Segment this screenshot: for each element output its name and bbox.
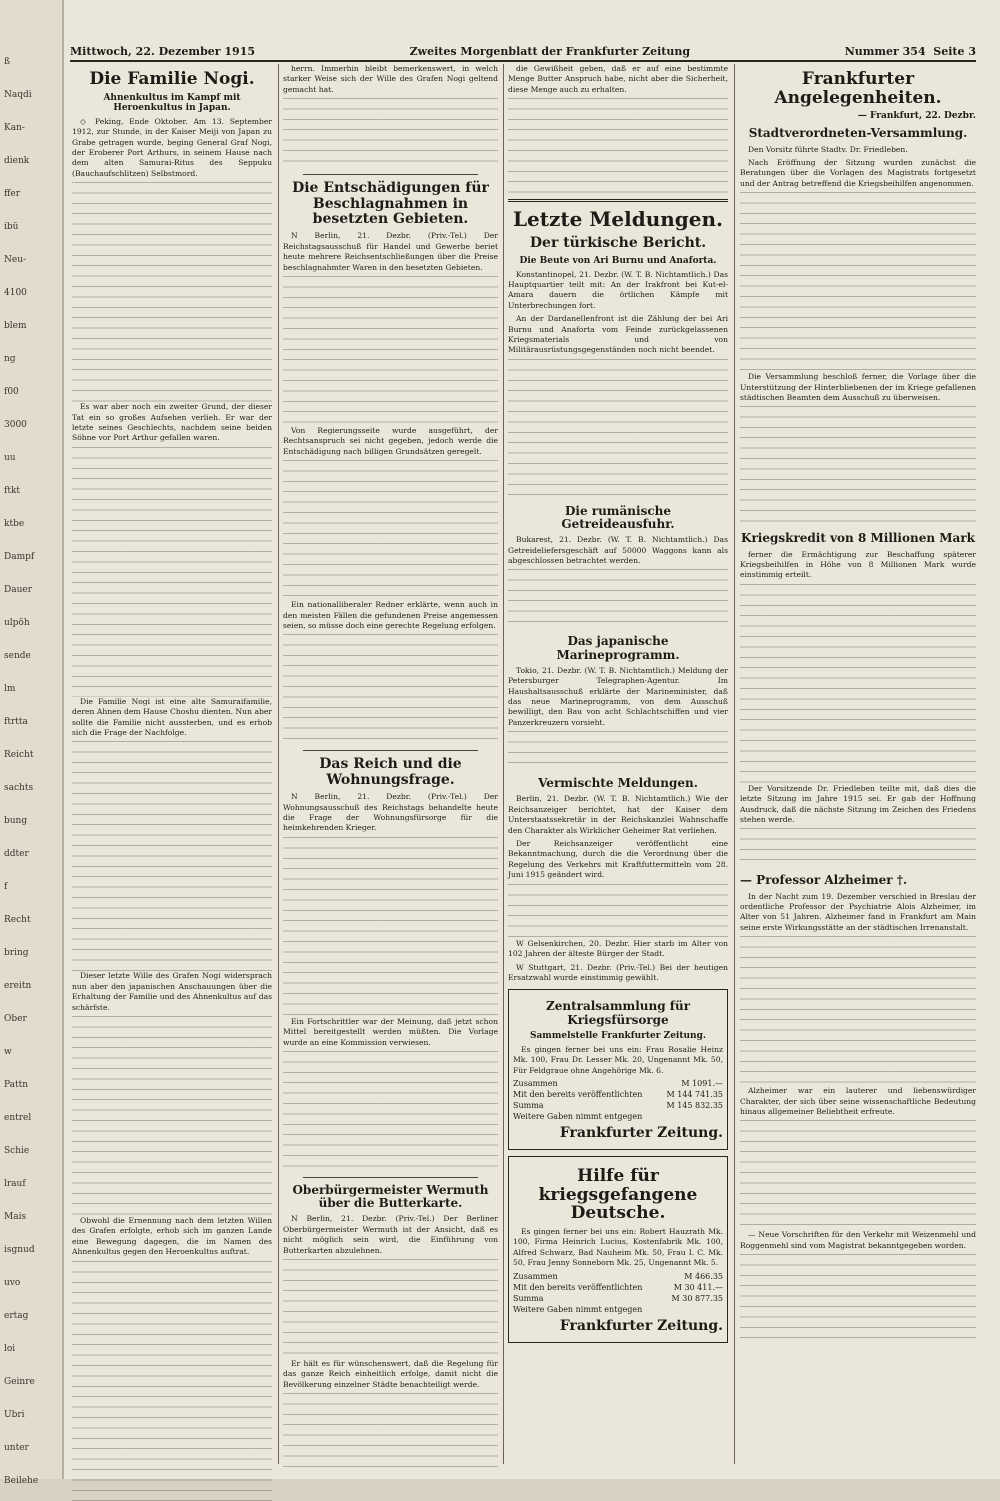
article-paragraph: herrn. Immerhin bleibt bemerkenswert, in welch starker Weise sich der Wille des Grafen Nogi geltend gemacht hat. xyxy=(283,64,498,94)
margin-fragment: Geinre xyxy=(4,1377,35,1387)
column-2 xyxy=(283,64,498,1464)
column-rule xyxy=(503,64,504,1464)
margin-fragment: ng xyxy=(4,354,16,364)
article-paragraph: Es war aber noch ein zweiter Grund, der dieser Tat ein so großes Aufsehen verlieh. Er war der letzte seines Geschlechts, nachdem seine beiden Söhne vor Port Arthur gefallen waren. xyxy=(72,402,272,443)
sum-value: M 145 832.35 xyxy=(666,1100,723,1110)
sum-label: Mit den bereits veröffentlichten xyxy=(513,1282,643,1292)
article-paragraph: N Berlin, 21. Dezbr. (Priv.-Tel.) Der Berliner Oberbürgermeister Wermuth ist der Ansicht, daß es nicht möglich sein wird, die Einführung von Butterkarten abzulehnen. xyxy=(283,1214,498,1255)
margin-fragment: isgnud xyxy=(4,1245,35,1255)
sum-row xyxy=(513,1272,723,1281)
note-row xyxy=(513,1305,723,1314)
article-title-wermuth-butterkarte: Oberbürgermeister Wermuth über die Butterkarte. xyxy=(292,1183,489,1211)
text-lines-block xyxy=(740,828,976,868)
sum-label: Summa xyxy=(513,1100,544,1110)
text-lines-block xyxy=(508,731,728,771)
margin-fragment: f00 xyxy=(4,387,19,397)
left-page-margin-strip xyxy=(0,0,64,1486)
text-lines-block xyxy=(508,359,728,499)
margin-fragment: dienk xyxy=(4,156,30,166)
article-title-kriegskredit: Kriegskredit von 8 Millionen Mark xyxy=(741,531,975,546)
article-paragraph: Die Versammlung beschloß ferner, die Vorlage über die Unterstützung der Hinterbliebenen der im Kriege gefallenen städtischen Beamten dem Ausschuß zu überweisen. xyxy=(740,372,976,402)
margin-fragment: ktbe xyxy=(4,519,25,529)
margin-fragment: lrauf xyxy=(4,1179,26,1189)
margin-fragment: ddter xyxy=(4,849,29,859)
sum-label: Zusammen xyxy=(513,1078,558,1088)
article-paragraph: die Gewißheit geben, daß er auf eine bestimmte Menge Butter Anspruch habe, nicht aber die Sicherheit, diese Menge auch zu erhalten. xyxy=(508,64,728,94)
article-paragraph: Den Vorsitz führte Stadtv. Dr. Friedleben. xyxy=(748,144,908,154)
text-lines-block xyxy=(508,569,728,629)
margin-fragment: uvo xyxy=(4,1278,21,1288)
box-note: Weitere Gaben nimmt entgegen xyxy=(513,1304,643,1314)
article-title-entschaedigungen: Die Entschädigungen für Beschlagnahmen in besetzten Gebieten. xyxy=(292,180,489,227)
text-lines-block xyxy=(72,447,272,697)
margin-fragment: Recht xyxy=(4,915,31,925)
text-lines-block xyxy=(740,406,976,526)
sum-row xyxy=(513,1079,723,1088)
text-lines-block xyxy=(508,98,728,193)
box-text: Es gingen ferner bei uns ein: Robert Hauzrath Mk. 100, Firma Heinrich Lucius, Kostenfabrik Mk. 100, Alfred Schwarz, Bad Nauheim Mk. 50, Frau I. C. Mk. 50, Frau Jenny Sonneborn Mk. 25, Ungenannt Mk. 5. xyxy=(513,1226,723,1268)
note-row xyxy=(513,1112,723,1121)
column-1 xyxy=(72,64,272,1464)
article-title-vermischte-meldungen: Vermischte Meldungen. xyxy=(538,776,698,791)
column-4 xyxy=(740,64,976,1464)
article-title-japanisches-marineprogramm: Das japanische Marineprogramm. xyxy=(556,634,680,662)
text-lines-block xyxy=(283,276,498,426)
margin-fragment: uu xyxy=(4,453,16,463)
article-title-stadtverordneten: Stadtverordneten-Versammlung. xyxy=(748,126,968,141)
text-lines-block xyxy=(283,634,498,744)
masthead-date: Mittwoch, 22. Dezember 1915 xyxy=(70,45,255,58)
article-title-wohnungsfrage: Das Reich und die Wohnungsfrage. xyxy=(319,756,462,788)
masthead-number-page xyxy=(845,45,976,60)
box-title: Hilfe für kriegsgefangene Deutsche. xyxy=(538,1165,698,1224)
article-paragraph: N Berlin, 21. Dezbr. (Priv.-Tel.) Der Wohnungsausschuß des Reichstags behandelte heute die Frage der Wohnungsfürsorge für die heimkehrenden Krieger. xyxy=(283,792,498,833)
donation-box-kriegsfuersorge xyxy=(508,989,728,1150)
section-divider xyxy=(303,750,478,751)
margin-fragment: blem xyxy=(4,321,27,331)
article-paragraph: ferner die Ermächtigung zur Beschaffung späterer Kriegsbeihilfen in Höhe von 8 Millionen Mark wurde einstimmig erteilt. xyxy=(740,549,976,580)
section-divider xyxy=(303,1177,478,1178)
article-paragraph: Obwohl die Ernennung nach dem letzten Willen des Grafen erfolgte, erhob sich im ganzen Lande eine Bewegung dagegen, die im Namen des Ahnenkultus gegen den Heroenkultus auftrat. xyxy=(72,1216,272,1257)
margin-fragment: sachts xyxy=(4,783,34,793)
margin-fragment: ftrtta xyxy=(4,717,28,727)
margin-fragment: Dampf xyxy=(4,552,35,562)
margin-fragment: lm xyxy=(4,684,16,694)
margin-fragment: Pattn xyxy=(4,1080,29,1090)
sum-label: Summa xyxy=(513,1293,544,1303)
margin-fragment: 3000 xyxy=(4,420,27,430)
sum-value: M 144 741.35 xyxy=(666,1089,723,1099)
section-title-frankfurter-angelegenheiten: Frankfurter Angelegenheiten. xyxy=(774,69,942,108)
margin-fragment: Ubri xyxy=(4,1410,25,1420)
article-paragraph: An der Dardanellenfront ist die Zählung der bei Ari Burnu und Anaforta vom Feinde zurückgelassenen Kriegsmaterials und von Militärausrüstungsgegenständen noch nicht beendet. xyxy=(508,314,728,355)
text-lines-block xyxy=(283,1393,498,1473)
section-title-letzte-meldungen: Letzte Meldungen. xyxy=(512,207,724,232)
article-paragraph: W Gelsenkirchen, 20. Dezbr. Hier starb im Alter von 102 Jahren der älteste Bürger der Stadt. xyxy=(508,938,728,959)
donation-box-kriegsgefangene xyxy=(508,1156,728,1343)
margin-fragment: sende xyxy=(4,651,31,661)
margin-fragment: ereitn xyxy=(4,981,32,991)
article-paragraph: Er hält es für wünschenswert, daß die Regelung für das ganze Reich einheitlich erfolge, damit nicht die Bevölkerung einzelner Städte benachteiligt werde. xyxy=(283,1359,498,1389)
article-paragraph: N Berlin, 21. Dezbr. (Priv.-Tel.) Der Reichstagsausschuß für Handel und Gewerbe beriet heute mehrere Reichsentschließungen über die Preise beschlagnahmter Waren in den besetzten Gebieten. xyxy=(283,231,498,272)
article-paragraph: Ein nationalliberaler Redner erklärte, wenn auch in den meisten Fällen die gefundenen Preise angemessen seien, so müsse doch eine gerechte Regelung erfolgen. xyxy=(283,600,498,631)
text-lines-block xyxy=(72,1261,272,1501)
box-subtitle: Sammelstelle Frankfurter Zeitung. xyxy=(529,1030,707,1041)
margin-fragment: ulpöh xyxy=(4,618,30,628)
column-3 xyxy=(508,64,728,1464)
sum-value: M 1091.— xyxy=(681,1078,723,1088)
margin-fragment: ß xyxy=(4,57,11,67)
article-paragraph: Die Familie Nogi ist eine alte Samuraifamilie, deren Ahnen dem Hause Choshu dienten. Nun aber sollte die Familie nicht aussterben, und es erhob sich die Frage der Nachfolge. xyxy=(72,696,272,737)
margin-fragment: 4100 xyxy=(4,288,27,298)
article-paragraph: Bukarest, 21. Dezbr. (W. T. B. Nichtamtlich.) Das Getreideliefersgeschäft auf 50000 Waggons kann als abgeschlossen betrachtet werden. xyxy=(508,535,728,566)
sum-row xyxy=(513,1101,723,1110)
margin-fragment: loi xyxy=(4,1344,16,1354)
section-double-rule xyxy=(508,199,728,202)
article-paragraph: Der Vorsitzende Dr. Friedleben teilte mit, daß dies die letzte Sitzung im Jahre 1915 sei. Er gab der Hoffnung Ausdruck, daß die nächste Sitzung im Zeichen des Friedens stehen werde. xyxy=(740,783,976,825)
text-lines-block xyxy=(283,98,498,168)
text-lines-block xyxy=(740,584,976,784)
margin-fragment: Ober xyxy=(4,1014,27,1024)
sum-value: M 466.35 xyxy=(684,1271,723,1281)
article-subtitle: Die Beute von Ari Burnu und Anaforta. xyxy=(519,255,717,266)
brand-signature: Frankfurter Zeitung. xyxy=(559,1317,723,1334)
margin-fragment: ffer xyxy=(4,189,21,199)
text-lines-block xyxy=(740,192,976,372)
article-paragraph: Von Regierungsseite wurde ausgeführt, der Rechtsanspruch sei nicht gegeben, jedoch werde die Entschädigung nach billigen Grundsätzen geregelt. xyxy=(283,426,498,456)
article-title-rumaenische-getreideausfuhr: Die rumänische Getreideausfuhr. xyxy=(561,503,675,532)
text-lines-block xyxy=(283,837,498,1017)
text-lines-block xyxy=(740,936,976,1086)
sum-row xyxy=(513,1283,723,1292)
article-subtitle: Ahnenkultus im Kampf mit Heroenkultus in Japan. xyxy=(103,92,241,113)
margin-fragment: Reicht xyxy=(4,750,34,760)
sum-label: Zusammen xyxy=(513,1271,558,1281)
column-rule xyxy=(734,64,735,1464)
margin-fragment: bung xyxy=(4,816,28,826)
margin-fragment: ibü xyxy=(4,222,19,232)
margin-fragment: w xyxy=(4,1047,12,1057)
column-rule xyxy=(278,64,279,1464)
margin-fragment: entrel xyxy=(4,1113,32,1123)
box-text: Es gingen ferner bei uns ein: Frau Rosalie Heinz Mk. 100, Frau Dr. Lesser Mk. 20, Ungenannt Mk. 50, Für Feldgraue ohne Angehörige Mk. 6. xyxy=(513,1044,723,1075)
dateline: — Frankfurt, 22. Dezbr. xyxy=(857,111,976,122)
article-paragraph: Ein Fortschrittler war der Meinung, daß jetzt schon Mittel bereitgestellt werden müßten. Die Vorlage wurde an eine Kommission verwiesen. xyxy=(283,1016,498,1047)
article-paragraph: Konstantinopel, 21. Dezbr. (W. T. B. Nichtamtlich.) Das Hauptquartier teilt mit: An der Irakfront bei Kut-el-Amara dauern die örtlichen Kämpfe mit Unterbrechungen fort. xyxy=(508,269,728,310)
box-title: Zentralsammlung für Kriegsfürsorge xyxy=(545,999,691,1027)
sum-row xyxy=(513,1090,723,1099)
masthead xyxy=(70,40,976,62)
text-lines-block xyxy=(508,884,728,939)
sum-value: M 30 877.35 xyxy=(671,1293,723,1303)
text-lines-block xyxy=(283,1259,498,1359)
margin-fragment: Naqdi xyxy=(4,90,32,100)
article-paragraph: Tokio, 21. Dezbr. (W. T. B. Nichtamtlich.) Meldung der Petersburger Telegraphen-Agentur. Im Haushaltsausschuß erklärte der Marineminister, daß das neue Marineprogramm, von dem Ausschuß bewilligt, den Bau von acht Schlachtschiffen und vier Panzerkreuzern vorsieht. xyxy=(508,665,728,727)
masthead-page: Seite 3 xyxy=(933,45,976,58)
article-paragraph: Dieser letzte Wille des Grafen Nogi widersprach nun aber den japanischen Anschauungen über die Erhaltung der Familie und des Ahnenkultus auf das schärfste. xyxy=(72,971,272,1012)
article-paragraph: In der Nacht zum 19. Dezember verschied in Breslau der ordentliche Professor der Psychiatrie Alois Alzheimer, im Alter von 51 Jahren. Alzheimer fand in Frankfurt am Main seine erste Wirkungsstätte an der städtischen Irrenanstalt. xyxy=(740,891,976,932)
masthead-number: Nummer 354 xyxy=(844,45,926,58)
text-lines-block xyxy=(72,182,272,402)
masthead-edition: Zweites Morgenblatt der Frankfurter Zeitung xyxy=(409,45,691,58)
article-title-alzheimer: — Professor Alzheimer †. xyxy=(740,873,908,888)
margin-fragment: unter xyxy=(4,1443,29,1453)
text-lines-block xyxy=(740,1120,976,1230)
article-paragraph: Der Reichsanzeiger veröffentlicht eine Bekanntmachung, durch die die Verordnung über die Regelung des Verkehrs mit Kraftfuttermitteln vom 28. Juni 1915 geändert wird. xyxy=(508,839,728,880)
margin-fragment: Dauer xyxy=(4,585,33,595)
article-paragraph: W Stuttgart, 21. Dezbr. (Priv.-Tel.) Bei der heutigen Ersatzwahl wurde einstimmig gewählt. xyxy=(508,962,728,982)
article-paragraph: Berlin, 21. Dezbr. (W. T. B. Nichtamtlich.) Wie der Reichsanzeiger berichtet, hat der Kaiser dem Unterstaatssekretär in der Reichskanzlei Wahnschaffe den Charakter als Wirklicher Geheimer Rat verliehen. xyxy=(508,794,728,835)
section-divider xyxy=(303,174,478,175)
margin-fragment: ertag xyxy=(4,1311,29,1321)
text-lines-block xyxy=(283,460,498,600)
text-lines-block xyxy=(72,1016,272,1216)
margin-fragment: Mais xyxy=(4,1212,27,1222)
article-title-familie-nogi: Die Familie Nogi. xyxy=(89,69,255,89)
margin-fragment: ftkt xyxy=(4,486,21,496)
sum-value: M 30 411.— xyxy=(673,1282,723,1292)
article-paragraph: Nach Eröffnung der Sitzung wurden zunächst die Beratungen über die Vorlagen des Magistrats fortgesetzt und der Antrag betreffend die Kriegsbeihilfen angenommen. xyxy=(740,157,976,188)
article-paragraph: Alzheimer war ein lauterer und liebenswürdiger Charakter, der sich über seine wissenschaftliche Bedeutung hinaus allgemeiner Beliebtheit erfreute. xyxy=(740,1086,976,1117)
brand-signature: Frankfurter Zeitung. xyxy=(559,1124,723,1141)
sum-row xyxy=(513,1294,723,1303)
margin-fragment: Schie xyxy=(4,1146,30,1156)
text-lines-block xyxy=(740,1254,976,1344)
text-lines-block xyxy=(283,1051,498,1171)
text-lines-block xyxy=(72,741,272,971)
margin-fragment: f xyxy=(4,882,8,892)
margin-fragment: Kan- xyxy=(4,123,25,133)
margin-fragment: Beilehe xyxy=(4,1476,39,1486)
article-paragraph: ◇ Peking, Ende Oktober. Am 13. September 1912, zur Stunde, in der Kaiser Meiji von Japan zu Grabe getragen wurde, beging General Graf Nogi, der Eroberer Port Arthurs, in seinem Hause nach dem alten Samurai-Ritus des Seppuku (Bauchaufschlitzen) Selbstmord. xyxy=(72,116,272,178)
article-title-tuerkischer-bericht: Der türkische Bericht. xyxy=(529,235,707,252)
margin-fragment: Neu- xyxy=(4,255,27,265)
box-note: Weitere Gaben nimmt entgegen xyxy=(513,1111,643,1121)
sum-label: Mit den bereits veröffentlichten xyxy=(513,1089,643,1099)
margin-fragment: bring xyxy=(4,948,29,958)
article-paragraph: — Neue Vorschriften für den Verkehr mit Weizenmehl und Roggenmehl sind vom Magistrat bekanntgegeben worden. xyxy=(740,1230,976,1250)
